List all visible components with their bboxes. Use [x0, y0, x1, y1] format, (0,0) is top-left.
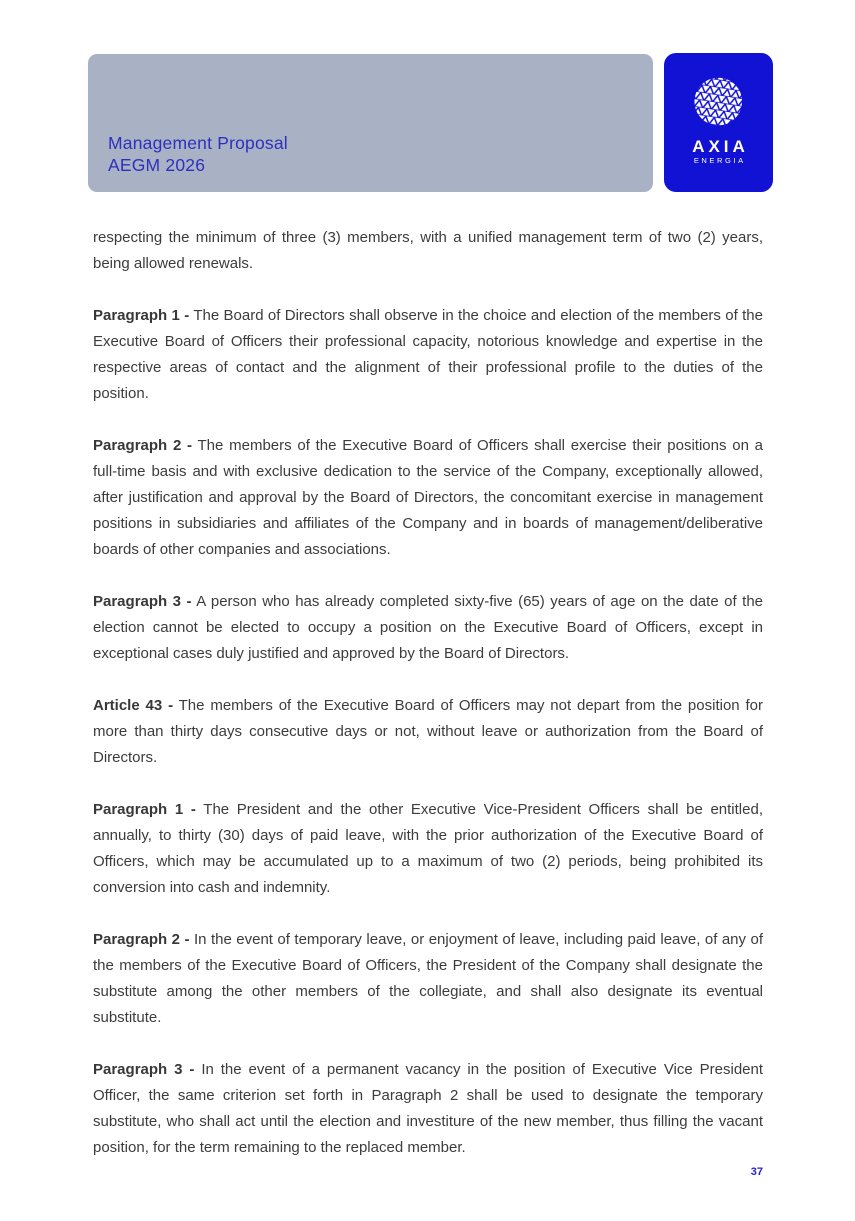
paragraph-text: The members of the Executive Board of Officers shall exercise their positions on a full-time basis and with exclusive dedication to the service of the Company, exceptionally allowed, after justification and approval by the Board of Directors, the concomitant exercise in management positions in subsidiaries and affiliates of the Company and in boards of management/deliberative boards of other companies and associations.	[93, 437, 763, 558]
paragraph-text: A person who has already completed sixty-five (65) years of age on the date of the election cannot be elected to occupy a position on the Executive Board of Officers, except in exceptional cases duly justified and approved by the Board of Directors.	[93, 593, 763, 662]
body-paragraph	[93, 797, 763, 901]
logo-name: AXIA	[692, 137, 749, 156]
paragraph-lead: Paragraph 3 -	[93, 593, 192, 610]
body-paragraph	[93, 693, 763, 771]
paragraph-text: The President and the other Executive Vice-President Officers shall be entitled, annually, to thirty (30) days of paid leave, with the prior authorization of the Executive Board of Officers, which may be accumulated up to a maximum of two (2) periods, being prohibited its conversion into cash and indemnity.	[93, 801, 763, 896]
body-paragraph	[93, 433, 763, 563]
paragraph-text: respecting the minimum of three (3) members, with a unified management term of two (2) years, being allowed renewals.	[93, 229, 763, 272]
page-number: 37	[750, 1166, 763, 1178]
paragraph-lead: Article 43 -	[93, 697, 174, 714]
paragraph-lead: Paragraph 1 -	[93, 801, 196, 818]
header-title-line2: AEGM 2026	[108, 155, 206, 175]
header-banner	[88, 54, 653, 192]
body-paragraph	[93, 225, 763, 277]
logo-subname: ENERGIA	[693, 156, 746, 165]
header-title-line1: Management Proposal	[108, 133, 288, 153]
company-logo	[664, 53, 773, 192]
paragraph-lead: Paragraph 2 -	[93, 931, 190, 948]
body-paragraph	[93, 927, 763, 1031]
body-paragraph	[93, 303, 763, 407]
paragraph-lead: Paragraph 2 -	[93, 437, 193, 454]
body-paragraph	[93, 589, 763, 667]
paragraph-text: In the event of temporary leave, or enjoyment of leave, including paid leave, of any of the members of the Executive Board of Officers, the President of the Company shall designate the substitute among the other members of the collegiate, and shall also designate its eventual substitute.	[93, 931, 764, 1026]
paragraph-text: The Board of Directors shall observe in the choice and election of the members of the Executive Board of Officers their professional capacity, notorious knowledge and expertise in the respective areas of contact and the alignment of their professional profile to the duties of the position.	[93, 307, 763, 402]
document-body	[93, 225, 763, 1187]
geodesic-sphere-icon	[683, 66, 755, 140]
paragraph-lead: Paragraph 1 -	[93, 307, 190, 324]
body-paragraph	[93, 1057, 763, 1161]
page-title	[108, 132, 288, 176]
paragraph-lead: Paragraph 3 -	[93, 1061, 195, 1078]
paragraph-text: In the event of a permanent vacancy in the position of Executive Vice President Officer, the same criterion set forth in Paragraph 2 shall be used to designate the temporary substitute, who shall act until the election and investiture of the new member, thus filling the vacant position, for the term remaining to the replaced member.	[93, 1061, 764, 1156]
paragraph-text: The members of the Executive Board of Officers may not depart from the position for more than thirty days consecutive days or not, without leave or authorization from the Board of Directors.	[93, 697, 763, 766]
